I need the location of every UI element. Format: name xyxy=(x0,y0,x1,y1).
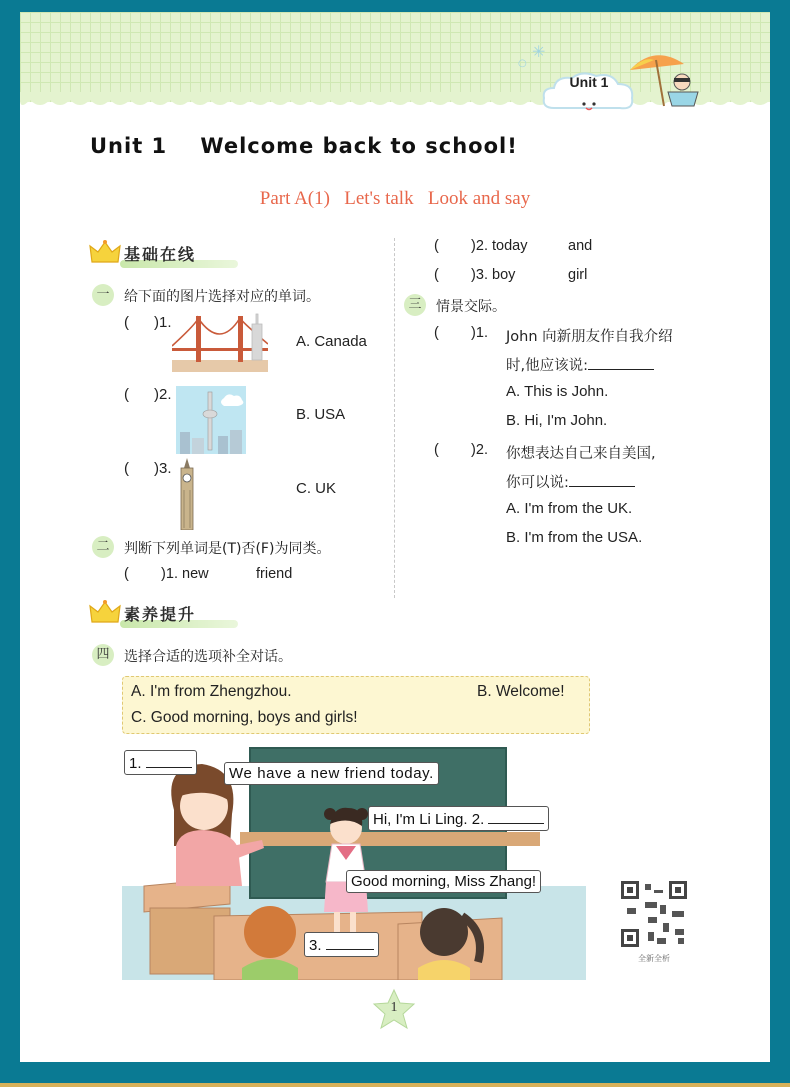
q2-item-2-bracket: ( )2. today xyxy=(434,238,528,254)
unit-title: Unit 1 Welcome back to school! xyxy=(90,134,518,158)
column-divider xyxy=(394,238,395,598)
section-advanced-label: 素养提升 xyxy=(124,605,197,624)
answer-blank xyxy=(488,809,544,824)
circle-deco-icon: ○ xyxy=(518,58,527,69)
question-1-prompt: 给下面的图片选择对应的单词。 xyxy=(124,289,320,305)
question-4-prompt: 选择合适的选项补全对话。 xyxy=(124,649,292,665)
crown-icon xyxy=(88,238,122,268)
qr-code-icon[interactable] xyxy=(618,878,690,950)
q3-item-2-option-a: A. I'm from the UK. xyxy=(506,500,633,517)
q2-item-3-bracket: ( )3. boy xyxy=(434,267,516,283)
q2-item-2-word2: and xyxy=(568,238,593,254)
question-number-1: 一 xyxy=(92,284,114,306)
question-number-3: 三 xyxy=(404,294,426,316)
golden-gate-bridge-icon xyxy=(172,310,268,372)
q1-option-c: C. UK xyxy=(296,480,337,497)
question-number-4: 四 xyxy=(92,644,114,666)
answer-blank xyxy=(326,935,374,950)
cn-tower-icon xyxy=(176,386,246,454)
answer-options-box xyxy=(122,676,590,734)
answer-blank xyxy=(569,472,635,487)
section-basic-header xyxy=(88,238,248,268)
q2-item-1-bracket: ( )1. new xyxy=(124,566,209,582)
workbook-page xyxy=(20,12,770,1062)
crown-icon xyxy=(88,598,122,628)
option-b: B. Welcome! xyxy=(477,683,565,700)
q3-item-2-line1: 你想表达自己来自美国, xyxy=(506,446,656,462)
q3-item-1-option-a: A. This is John. xyxy=(506,383,609,400)
q2-item-1-word2: friend xyxy=(256,566,293,582)
q2-item-3-word2: girl xyxy=(568,267,588,283)
question-2-prompt: 判断下列单词是(T)否(F)为同类。 xyxy=(124,541,331,557)
question-number-2: 二 xyxy=(92,536,114,558)
q1-option-a: A. Canada xyxy=(296,333,367,350)
snowflake-icon: ✳ xyxy=(532,42,546,61)
section-advanced-header xyxy=(88,598,248,628)
big-ben-icon xyxy=(176,458,198,530)
answer-blank xyxy=(146,753,192,768)
page-number: 1 xyxy=(390,1000,398,1015)
speech-bubble-2: Hi, I'm Li Ling. 2. xyxy=(368,806,549,831)
q3-item-2-line2: 你可以说: xyxy=(506,471,635,492)
speech-bubble-students: Good morning, Miss Zhang! xyxy=(346,870,541,893)
beach-umbrella-girl-icon xyxy=(624,46,704,110)
lesson-subtitle: Part A(1) Let's talk Look and say xyxy=(259,188,531,209)
q3-item-1-line2: 时,他应该说: xyxy=(506,354,654,375)
question-3-prompt: 情景交际。 xyxy=(436,299,506,315)
speech-bubble-1: 1. xyxy=(124,750,197,775)
speech-bubble-teacher: We have a new friend today. xyxy=(224,762,439,785)
answer-blank xyxy=(588,355,654,370)
q1-option-b: B. USA xyxy=(296,406,346,423)
q3-item-1-bracket: ( )1. xyxy=(434,325,488,341)
q3-item-2-bracket: ( )2. xyxy=(434,442,488,458)
q1-item-1-bracket: ( )1. xyxy=(124,314,172,331)
option-c: C. Good morning, boys and girls! xyxy=(131,709,358,726)
q3-item-2-option-b: B. I'm from the USA. xyxy=(506,529,643,546)
option-a: A. I'm from Zhengzhou. xyxy=(131,683,292,700)
q3-item-1-line1: John 向新朋友作自我介绍 xyxy=(506,329,673,345)
section-basic-label: 基础在线 xyxy=(124,245,197,264)
qr-caption: 全新全析 xyxy=(638,954,670,963)
speech-bubble-3: 3. xyxy=(304,932,379,957)
q3-item-1-option-b: B. Hi, I'm John. xyxy=(506,412,608,429)
q1-item-2-bracket: ( )2. xyxy=(124,386,172,403)
bottom-edge-strip xyxy=(0,1083,790,1087)
unit-badge-label: Unit 1 xyxy=(569,74,609,90)
q1-item-3-bracket: ( )3. xyxy=(124,460,172,477)
